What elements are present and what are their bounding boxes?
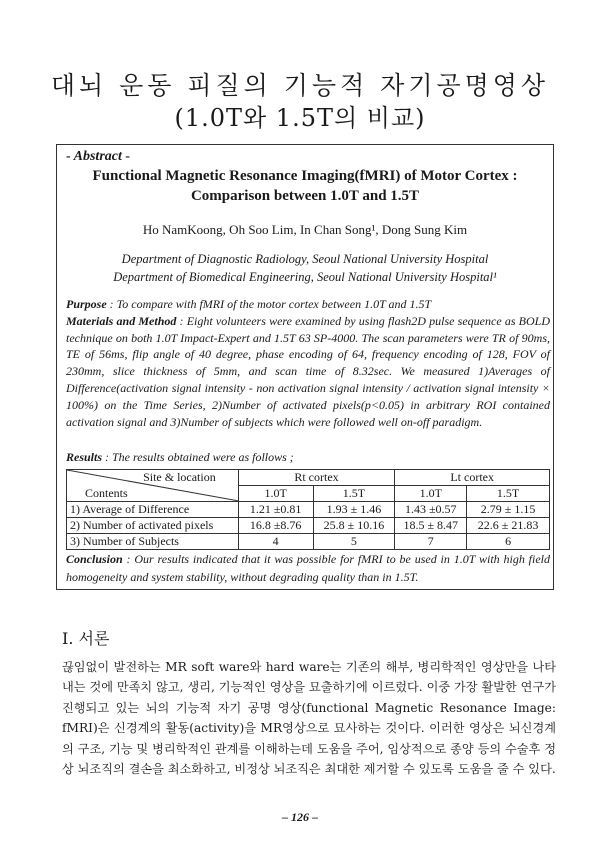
conclusion-text: : Our results indicated that it was possible for fMRI to be used in 1.0T with high field homogeneity and system stability, without degrading quality than in 1.5T. bbox=[66, 552, 550, 584]
results-table bbox=[66, 469, 550, 550]
purpose-text: : To compare with fMRI of the motor cortex between 1.0T and 1.5T bbox=[106, 297, 432, 311]
table-cell: 16.8 ±8.76 bbox=[238, 518, 313, 534]
paper-subtitle: (1.0T와 1.5T의 비교) bbox=[174, 104, 426, 132]
table-cell: 4 bbox=[238, 534, 313, 550]
table-cell: 22.6 ± 21.83 bbox=[467, 518, 550, 534]
table-cell: 18.5 ± 8.47 bbox=[395, 518, 467, 534]
results-text: : The results obtained were as follows ; bbox=[102, 450, 294, 464]
subheader-cell: 1.0T bbox=[395, 486, 467, 502]
purpose-label: Purpose bbox=[66, 297, 107, 311]
table-row bbox=[67, 518, 550, 534]
subheader-cell: 1.5T bbox=[467, 486, 550, 502]
table-corner-cell bbox=[67, 470, 239, 502]
english-title-line-1: Functional Magnetic Resonance Imaging(fMRI) of Motor Cortex : bbox=[92, 168, 518, 184]
row-label: 2) Number of activated pixels bbox=[67, 518, 239, 534]
subheader-cell: 1.5T bbox=[313, 486, 395, 502]
affiliation-1: Department of Diagnostic Radiology, Seoul National University Hospital bbox=[121, 252, 489, 266]
paper-title: 대뇌 운동 피질의 기능적 자기공명영상 bbox=[50, 71, 550, 100]
group-header-lt: Lt cortex bbox=[395, 470, 550, 486]
methods-label: Materials and Method bbox=[66, 313, 177, 328]
table-row bbox=[67, 534, 550, 550]
table-cell: 6 bbox=[467, 534, 550, 550]
table-cell: 1.43 ±0.57 bbox=[395, 502, 467, 518]
corner-bottom-label: Contents bbox=[85, 486, 128, 500]
table-cell: 1.93 ± 1.46 bbox=[313, 502, 395, 518]
table-cell: 25.8 ± 10.16 bbox=[313, 518, 395, 534]
table-cell: 5 bbox=[313, 534, 395, 550]
page-number: – 126 – bbox=[282, 810, 318, 824]
table-cell: 7 bbox=[395, 534, 467, 550]
conclusion-label: Conclusion bbox=[66, 552, 123, 566]
abstract-heading: - Abstract - bbox=[66, 149, 131, 164]
introduction-paragraph: 끊임없이 발전하는 MR soft ware와 hard ware는 기존의 해부, 병리학적인 영상만을 나타내는 것에 만족치 않고, 생리, 기능적인 영상을 묘출하기에 이르렀다. 이중 가장 활발한 연구가 진행되고 있는 뇌의 기능적 자기 공명 영상(functional Magnetic Resonance Image: fMRI)은 신경계의 활동(activity)을 MR영상으로 묘사하는 것이다. 이러한 영상은 뇌신경계의 구조, 기능 및 병리학적인 관계를 이해하는데 도움을 주어, 임상적으로 종양 등의 수술후 정상 뇌조직의 결손을 최소화하고, 비정상 뇌조직은 최대한 제거할 수 있도록 도움을 줄 수 있다. bbox=[62, 660, 556, 777]
table-row bbox=[67, 502, 550, 518]
results-line bbox=[66, 450, 294, 465]
results-label: Results bbox=[66, 450, 103, 464]
subheader-cell: 1.0T bbox=[238, 486, 313, 502]
conclusion-paragraph bbox=[66, 550, 550, 586]
abstract-body bbox=[66, 296, 550, 430]
row-label: 1) Average of Difference bbox=[67, 502, 239, 518]
row-label: 3) Number of Subjects bbox=[67, 534, 239, 550]
section-heading: I. 서론 bbox=[62, 629, 110, 648]
methods-paragraph bbox=[66, 314, 550, 429]
corner-top-label: Site & location bbox=[143, 470, 216, 484]
table-header-row bbox=[67, 470, 550, 486]
group-header-rt: Rt cortex bbox=[238, 470, 395, 486]
purpose-paragraph bbox=[66, 297, 431, 311]
authors: Ho NamKoong, Oh Soo Lim, In Chan Song¹, Dong Sung Kim bbox=[142, 222, 468, 237]
table-cell: 1.21 ±0.81 bbox=[238, 502, 313, 518]
affiliation-2: Department of Biomedical Engineering, Seoul National University Hospital¹ bbox=[113, 270, 497, 284]
table-cell: 2.79 ± 1.15 bbox=[467, 502, 550, 518]
english-title-line-2: Comparison between 1.0T and 1.5T bbox=[190, 188, 420, 204]
methods-text: : Eight volunteers were examined by using flash2D pulse sequence as BOLD technique on both 1.0T Impact-Expert and 1.5T 63 SP-4000. The scan parameters were TR of 90ms, TE of 56ms, flip angle of 40 degree, phase encoding of 64, frequency encoding of 128, FOV of 230mm, slice thickness of 5mm, and scan time of 8.32sec. We measured 1)Averages of Difference(activation signal intensity - non activation signal intensity / activation signal intensity × 100%) on the Time Series, 2)Number of activated pixels(p<0.05) in arbitrary ROI contained activation signal and 3)Number of subjects which were followed well on-off paradigm. bbox=[66, 313, 551, 429]
